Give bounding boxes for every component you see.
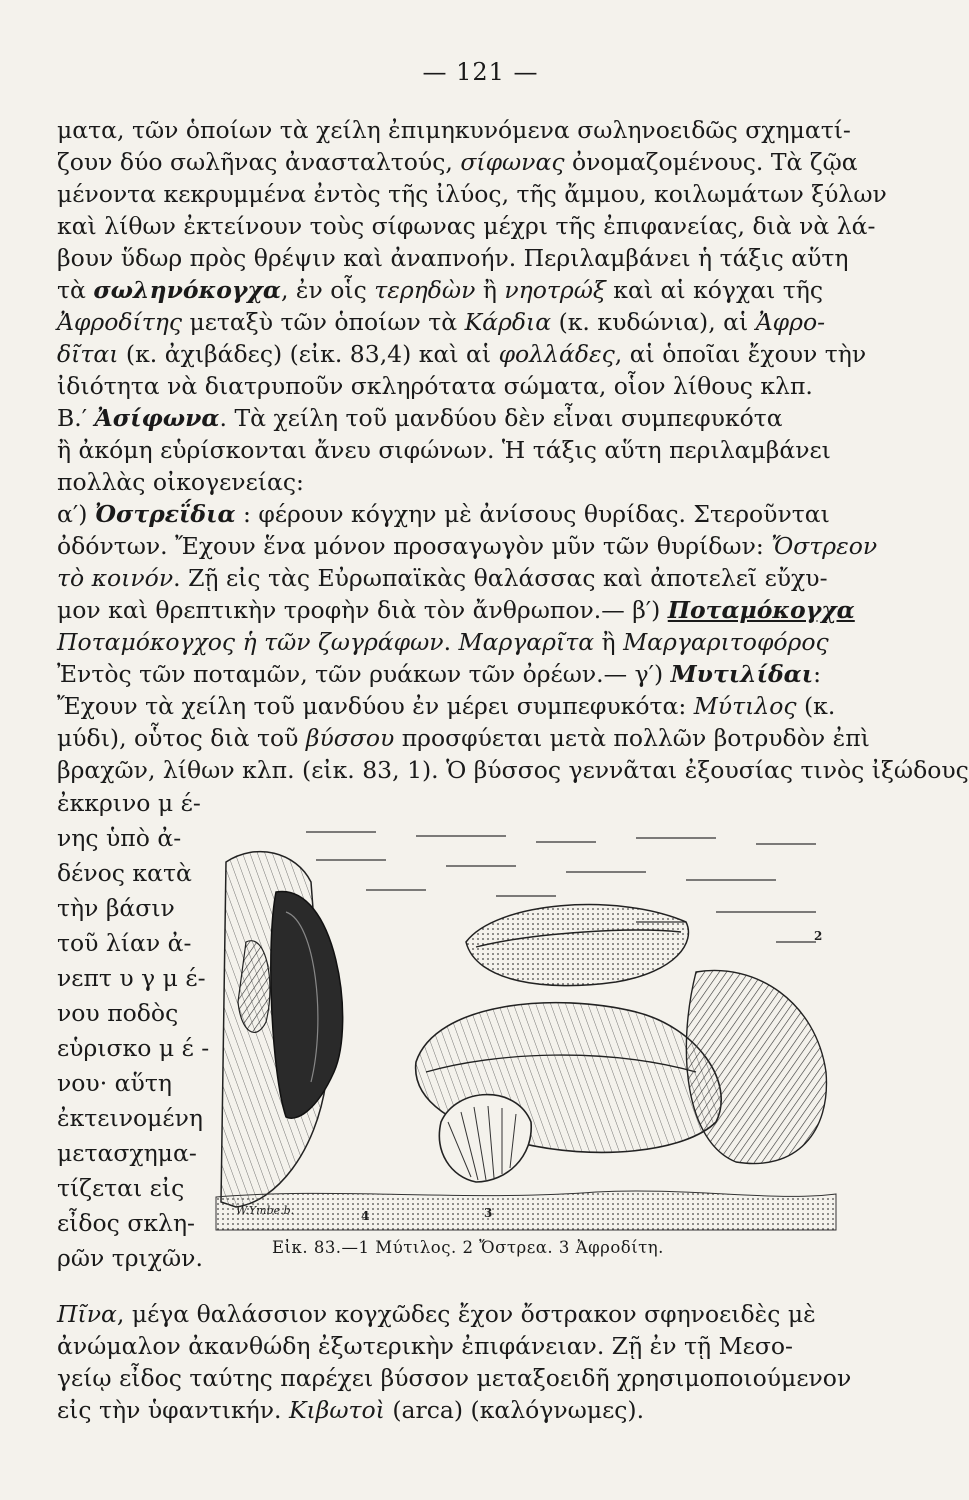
side-text-line: τοῦ λίαν ἀ- xyxy=(57,929,192,957)
text-line: Ποταμόκογχος ἡ τῶν ζωγράφων. Μαργαρῖτα ἢ Μαργαριτοφόρος xyxy=(57,628,829,656)
text-line: βραχῶν, λίθων κλπ. (εἰκ. 83, 1). Ὁ βύσσος γεννᾶται ἐξουσίας τινὸς ἰξώδους xyxy=(57,756,969,784)
text-line: μύδι), οὗτος διὰ τοῦ βύσσου προσφύεται μετὰ πολλῶν βοτρυδὸν ἐπὶ xyxy=(57,724,870,752)
shell-engraving xyxy=(216,822,836,1230)
text-line: Πῖνα, μέγα θαλάσσιον κογχῶδες ἔχον ὄστρακον σφηνοειδὲς μὲ xyxy=(57,1300,816,1328)
side-text-line: νης ὑπὸ ἀ- xyxy=(57,824,182,852)
text-line: ματα, τῶν ὁποίων τὰ χείλη ἐπιμηκυνόμενα σωληνοειδῶς σχηματί- xyxy=(57,116,851,144)
shell-illustration xyxy=(216,822,836,1230)
text-line: τὰ σωληνόκογχα, ἐν οἷς τερηδὼν ἢ νηοτρώξ καὶ αἱ κόγχαι τῆς xyxy=(57,276,824,304)
figure-label: 3 xyxy=(484,1206,493,1220)
venus-shell xyxy=(439,1095,531,1182)
seabed xyxy=(216,1191,836,1230)
side-text-line: εὑρισκο μ έ - xyxy=(57,1034,210,1062)
side-text-line: ἐκκρινο μ έ- xyxy=(57,789,201,817)
mussel-shell xyxy=(271,891,343,1118)
side-text-line: ρῶν τριχῶν. xyxy=(57,1244,203,1272)
figure-caption: Εἰκ. 83.—1 Μύτιλος. 2 Ὄστρεα. 3 Ἀφροδίτη. xyxy=(272,1238,664,1257)
text-line: α′) Ὀστρεΐδια : φέρουν κόγχην μὲ ἀνίσους θυρίδας. Στεροῦνται xyxy=(57,500,830,528)
side-text-line: μετασχημα- xyxy=(57,1139,197,1167)
text-line: πολλὰς οἰκογενείας: xyxy=(57,468,304,496)
side-text-line: νεπτ υ γ μ έ- xyxy=(57,964,206,992)
text-line: ζουν δύο σωλῆνας ἀνασταλτούς, σίφωνας ὀνομαζομένους. Τὰ ζῷα xyxy=(57,148,858,176)
text-line: γείῳ εἶδος ταύτης παρέχει βύσσον μεταξοειδῆ χρησιμοποιούμενον xyxy=(57,1364,852,1392)
side-text-line: τίζεται εἰς xyxy=(57,1174,185,1202)
text-line: βουν ὕδωρ πρὸς θρέψιν καὶ ἀναπνοήν. Περιλαμβάνει ἡ τάξις αὕτη xyxy=(57,244,849,272)
text-line: καὶ λίθων ἐκτείνουν τοὺς σίφωνας μέχρι τῆς ἐπιφανείας, διὰ νὰ λά- xyxy=(57,212,876,240)
page-number: — 121 — xyxy=(422,58,539,86)
figure-label: 4 xyxy=(361,1209,370,1223)
text-line: Ἐντὸς τῶν ποταμῶν, τῶν ρυάκων τῶν ὀρέων.— γ′) Μυτιλίδαι: xyxy=(57,660,822,688)
text-line: ἢ ἀκόμη εὑρίσκονται ἄνευ σιφώνων. Ἡ τάξις αὕτη περιλαμβάνει xyxy=(57,436,831,464)
text-line: Ἔχουν τὰ χείλη τοῦ μανδύου ἐν μέρει συμπεφυκότα: Μύτιλος (κ. xyxy=(57,692,836,720)
text-line: ἰδιότητα νὰ διατρυποῦν σκληρότατα σώματα, οἷον λίθους κλπ. xyxy=(57,372,813,400)
text-line: μον καὶ θρεπτικὴν τροφὴν διὰ τὸν ἄνθρωπον.— β′) Ποταμόκογχα xyxy=(57,596,855,624)
side-text-line: εἶδος σκλη- xyxy=(57,1209,195,1237)
oyster-shell-upper xyxy=(466,905,688,986)
text-line: Ἀφροδίτης μεταξὺ τῶν ὁποίων τὰ Κάρδια (κ. κυδώνια), αἱ Ἀφρο- xyxy=(57,308,826,336)
side-text-line: δένος κατὰ xyxy=(57,859,192,887)
engraver-signature: W.Ymbe.b. xyxy=(236,1204,295,1217)
side-text-line: νου ποδὸς xyxy=(57,999,179,1027)
text-line: τὸ κοινόν. Ζῇ εἰς τὰς Εὐρωπαϊκὰς θαλάσσας καὶ ἀποτελεῖ εὔχυ- xyxy=(57,564,828,592)
side-text-line: νου· αὕτη xyxy=(57,1069,172,1097)
side-text-line: ἐκτεινομένη xyxy=(57,1104,203,1132)
figure-label: 2 xyxy=(814,929,823,943)
text-line: ὀδόντων. Ἔχουν ἕνα μόνον προσαγωγὸν μῦν τῶν θυρίδων: Ὄστρεον xyxy=(57,532,878,560)
text-line: δῖται (κ. ἀχιβάδες) (εἰκ. 83,4) καὶ αἱ φολλάδες, αἱ ὁποῖαι ἔχουν τὴν xyxy=(57,340,867,368)
shell-cluster xyxy=(686,970,826,1163)
text-line: ἀνώμαλον ἀκανθώδη ἐξωτερικὴν ἐπιφάνειαν. Ζῇ ἐν τῇ Μεσο- xyxy=(57,1332,793,1360)
text-line: Β.′ Ἀσίφωνα. Τὰ χείλη τοῦ μανδύου δὲν εἶναι συμπεφυκότα xyxy=(57,404,783,432)
side-text-line: τὴν βάσιν xyxy=(57,894,175,922)
text-line: εἰς τὴν ὑφαντικήν. Κιβωτοὶ (arca) (καλόγνωμες). xyxy=(57,1396,645,1424)
text-line: μένοντα κεκρυμμένα ἐντὸς τῆς ἰλύος, τῆς ἄμμου, κοιλωμάτων ξύλων xyxy=(57,180,887,208)
